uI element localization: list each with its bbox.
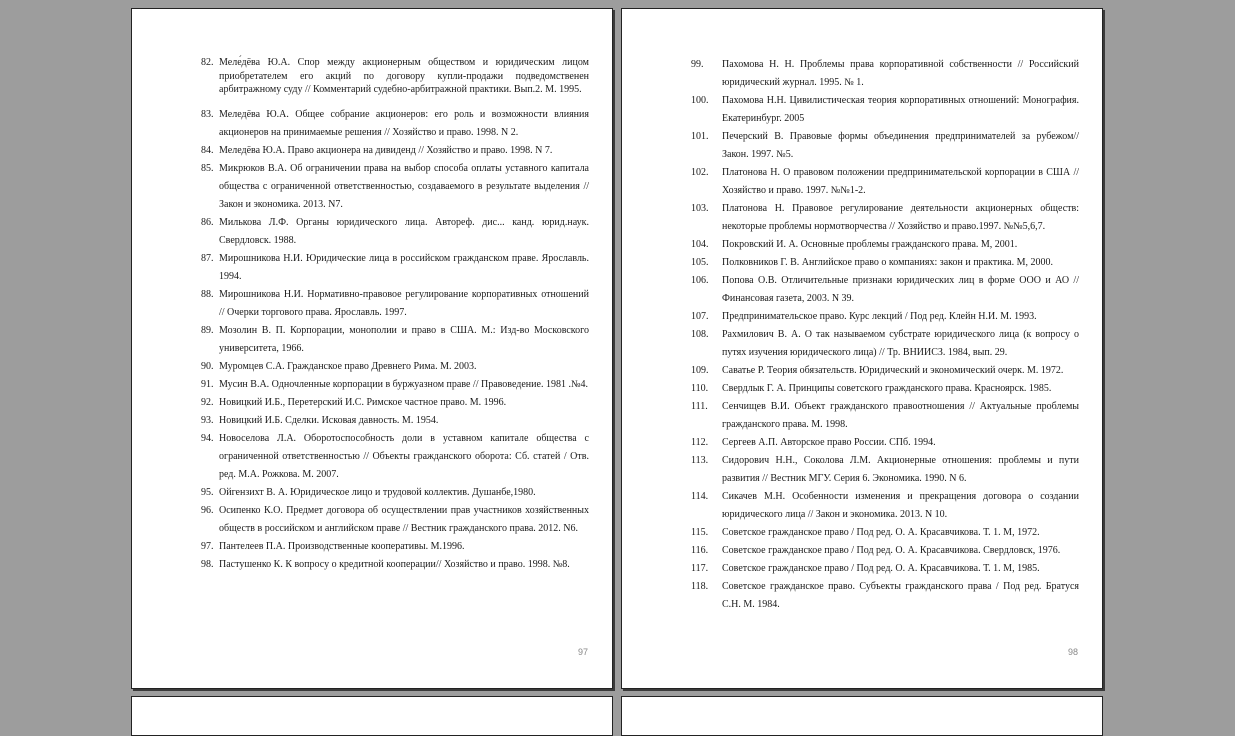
bibliography-entry bbox=[691, 398, 1079, 434]
entry-number: 113. bbox=[691, 455, 709, 466]
bibliography-entry bbox=[691, 452, 1079, 488]
entry-number: 94. bbox=[201, 432, 214, 444]
bibliography-entry bbox=[691, 488, 1079, 524]
entry-text: Печерский В. Правовые формы объединения предпринимателей за рубежом// Закон. 1997. №5. bbox=[722, 131, 1079, 160]
entry-text: Мирошникова Н.И. Нормативно-правовое регулирование корпоративных отношений // Очерки торгового права. Ярославль. 1997. bbox=[219, 288, 589, 318]
bibliography-entry bbox=[691, 200, 1079, 236]
entry-text: Саватье Р. Теория обязательств. Юридический и экономический очерк. М. 1972. bbox=[722, 365, 1064, 376]
entry-text: Меледёва Ю.А. Общее собрание акционеров: его роль и возможности влияния акционеров на принимаемые решения // Хозяйство и право. 1998. N 2. bbox=[219, 108, 589, 138]
entry-number: 116. bbox=[691, 545, 709, 556]
entry-text: Сидорович Н.Н., Соколова Л.М. Акционерные отношения: проблемы и пути развития // Вестник МГУ. Серия 6. Экономика. 1990. N 6. bbox=[722, 455, 1079, 484]
entry-text: Осипенко К.О. Предмет договора об осуществлении прав участников хозяйственных обществ в российском и английском праве // Вестник гражданского права. 2012. N6. bbox=[219, 504, 589, 534]
bibliography-entry bbox=[201, 538, 589, 556]
bibliography-entry bbox=[201, 484, 589, 502]
entry-number: 89. bbox=[201, 324, 214, 336]
entry-number: 117. bbox=[691, 563, 709, 574]
entry-text: Рахмилович В. А. О так называемом субстрате юридического лица (к вопросу о путях изучения юридического лица) // Тр. ВНИИСЗ. 1984, вып. 29. bbox=[722, 329, 1079, 358]
entry-number: 102. bbox=[691, 167, 709, 178]
bibliography-entry bbox=[201, 412, 589, 430]
bibliography-entry bbox=[691, 578, 1079, 614]
entry-number: 95. bbox=[201, 486, 214, 498]
entry-number: 99. bbox=[691, 59, 704, 70]
entry-text: Милькова Л.Ф. Органы юридического лица. Автореф. дис... канд. юрид.наук. Свердловск. 1988. bbox=[219, 216, 589, 246]
bibliography-entry bbox=[691, 236, 1079, 254]
entry-text: Меледёва Ю.А. Право акционера на дивиденд // Хозяйство и право. 1998. N 7. bbox=[219, 144, 553, 156]
entry-text: Ойгензихт В. А. Юридическое лицо и трудовой коллектив. Душанбе,1980. bbox=[219, 486, 536, 498]
entry-text: Советское гражданское право / Под ред. О. А. Красавчикова. Свердловск, 1976. bbox=[722, 545, 1061, 556]
entry-text: Покровский И. А. Основные проблемы гражданского права. М, 2001. bbox=[722, 239, 1018, 250]
bibliography-entry bbox=[201, 106, 589, 142]
entry-text: Полковников Г. В. Английское право о компаниях: закон и практика. М, 2000. bbox=[722, 257, 1053, 268]
bibliography-entry bbox=[691, 92, 1079, 128]
entry-text: Советское гражданское право / Под ред. О. А. Красавчикова. Т. 1. М, 1985. bbox=[722, 563, 1040, 574]
bibliography-entry bbox=[691, 164, 1079, 200]
page-number: 98 bbox=[1067, 647, 1078, 657]
entry-number: 112. bbox=[691, 437, 709, 448]
entry-number: 85. bbox=[201, 162, 214, 174]
entry-number: 83. bbox=[201, 108, 214, 120]
bibliography-entry bbox=[691, 524, 1079, 542]
entry-text: Мирошникова Н.И. Юридические лица в российском гражданском праве. Ярославль. 1994. bbox=[219, 252, 589, 282]
entry-number: 86. bbox=[201, 216, 214, 228]
bibliography-entry bbox=[201, 502, 589, 538]
entry-number: 91. bbox=[201, 378, 214, 390]
bibliography-list bbox=[691, 56, 1079, 614]
bibliography-entry bbox=[691, 56, 1079, 92]
next-page-left bbox=[131, 696, 613, 736]
entry-number: 103. bbox=[691, 203, 709, 214]
entry-number: 93. bbox=[201, 414, 214, 426]
document-page-97 bbox=[131, 8, 613, 689]
bibliography-entry bbox=[691, 128, 1079, 164]
entry-number: 110. bbox=[691, 383, 709, 394]
bibliography-entry bbox=[691, 308, 1079, 326]
bibliography-entry bbox=[201, 56, 589, 97]
entry-text: Пантелеев П.А. Производственные кооперативы. М.1996. bbox=[219, 540, 465, 552]
entry-number: 92. bbox=[201, 396, 214, 408]
entry-number: 100. bbox=[691, 95, 709, 106]
bibliography-entry bbox=[201, 142, 589, 160]
entry-text: Мозолин В. П. Корпорации, монополии и право в США. М.: Изд-во Московского университета, 1966. bbox=[219, 324, 589, 354]
entry-text: Свердлык Г. А. Принципы советского гражданского права. Красноярск. 1985. bbox=[722, 383, 1052, 394]
bibliography-entry bbox=[201, 556, 589, 574]
entry-text: Пахомова Н. Н. Проблемы права корпоративной собственности // Российский юридический журнал. 1995. № 1. bbox=[722, 59, 1079, 88]
bibliography-entry bbox=[201, 250, 589, 286]
entry-text: Мусин В.А. Одночленные корпорации в буржуазном праве // Правоведение. 1981 .№4. bbox=[219, 378, 588, 390]
entry-text: Новицкий И.Б., Перетерский И.С. Римское частное право. М. 1996. bbox=[219, 396, 507, 408]
entry-number: 105. bbox=[691, 257, 709, 268]
next-page-right bbox=[621, 696, 1103, 736]
entry-text: Меле́дёва Ю.А. Спор между акционерным обществом и юридическим лицом приобретателем его акций по договору купли-продажи подведомственен арбитражному суду // Комментарий судебно-арбитражной практики. Вып.2. М. 1995. bbox=[219, 57, 589, 95]
entry-text: Советское гражданское право. Субъекты гражданского права / Под ред. Братуся С.Н. М. 1984. bbox=[722, 581, 1079, 610]
entry-number: 101. bbox=[691, 131, 709, 142]
bibliography-entry bbox=[201, 376, 589, 394]
entry-text: Микрюков В.А. Об ограничении права на выбор способа оплаты уставного капитала общества с ограниченной ответственностью, создаваемого в результате выделения // Закон и экономика. 2013. N7. bbox=[219, 162, 589, 210]
entry-number: 109. bbox=[691, 365, 709, 376]
entry-text: Предпринимательское право. Курс лекций / Под ред. Клейн Н.И. М. 1993. bbox=[722, 311, 1037, 322]
bibliography-entry bbox=[201, 286, 589, 322]
entry-number: 104. bbox=[691, 239, 709, 250]
document-page-98 bbox=[621, 8, 1103, 689]
bibliography-entry bbox=[201, 430, 589, 484]
bibliography-entry bbox=[691, 380, 1079, 398]
entry-number: 82. bbox=[201, 57, 214, 68]
entry-number: 111. bbox=[691, 401, 708, 412]
entry-number: 84. bbox=[201, 144, 214, 156]
entry-number: 90. bbox=[201, 360, 214, 372]
entry-text: Попова О.В. Отличительные признаки юридических лиц в форме ООО и АО // Финансовая газета, 2003. N 39. bbox=[722, 275, 1079, 304]
entry-text: Советское гражданское право / Под ред. О. А. Красавчикова. Т. 1. М, 1972. bbox=[722, 527, 1040, 538]
entry-number: 97. bbox=[201, 540, 214, 552]
entry-text: Платонова Н. Правовое регулирование деятельности акционерных обществ: некоторые проблемы нормотворчества // Хозяйство и право.1997. №№5,6,7. bbox=[722, 203, 1079, 232]
entry-number: 115. bbox=[691, 527, 709, 538]
bibliography-entry bbox=[691, 254, 1079, 272]
bibliography-entry bbox=[201, 358, 589, 376]
bibliography-entry bbox=[691, 272, 1079, 308]
entry-text: Сикачев М.Н. Особенности изменения и прекращения договора о создании юридического лица // Закон и экономика. 2013. N 10. bbox=[722, 491, 1079, 520]
entry-number: 107. bbox=[691, 311, 709, 322]
bibliography-entry bbox=[201, 160, 589, 214]
entry-number: 114. bbox=[691, 491, 709, 502]
bibliography-entry bbox=[691, 542, 1079, 560]
bibliography-entry bbox=[691, 326, 1079, 362]
entry-number: 108. bbox=[691, 329, 709, 340]
entry-number: 98. bbox=[201, 558, 214, 570]
bibliography-entry bbox=[201, 322, 589, 358]
bibliography-entry bbox=[691, 434, 1079, 452]
entry-text: Новоселова Л.А. Оборотоспособность доли в уставном капитале общества с ограниченной ответственностью // Объекты гражданского оборота: Сб. статей / Отв. ред. М.А. Рожкова. М. 2007. bbox=[219, 432, 589, 480]
bibliography-entry bbox=[201, 214, 589, 250]
bibliography-entry bbox=[691, 362, 1079, 380]
entry-text: Пахомова Н.Н. Цивилистическая теория корпоративных отношений: Монография. Екатеринбург. 2005 bbox=[722, 95, 1079, 124]
entry-number: 96. bbox=[201, 504, 214, 516]
bibliography-list bbox=[201, 56, 589, 574]
entry-text: Сенчищев В.И. Объект гражданского правоотношения // Актуальные проблемы гражданского права. М. 1998. bbox=[722, 401, 1079, 430]
entry-number: 118. bbox=[691, 581, 709, 592]
entry-text: Пастушенко К. К вопросу о кредитной кооперации// Хозяйство и право. 1998. №8. bbox=[219, 558, 570, 570]
entry-text: Новицкий И.Б. Сделки. Исковая давность. М. 1954. bbox=[219, 414, 439, 426]
entry-number: 87. bbox=[201, 252, 214, 264]
entry-number: 88. bbox=[201, 288, 214, 300]
entry-text: Платонова Н. О правовом положении предпринимательской корпорации в США // Хозяйство и право. 1997. №№1-2. bbox=[722, 167, 1079, 196]
entry-text: Муромцев С.А. Гражданское право Древнего Рима. М. 2003. bbox=[219, 360, 477, 372]
bibliography-entry bbox=[201, 394, 589, 412]
page-number: 97 bbox=[577, 647, 588, 657]
bibliography-entry bbox=[691, 560, 1079, 578]
entry-text: Сергеев А.П. Авторское право России. СПб. 1994. bbox=[722, 437, 936, 448]
entry-number: 106. bbox=[691, 275, 709, 286]
